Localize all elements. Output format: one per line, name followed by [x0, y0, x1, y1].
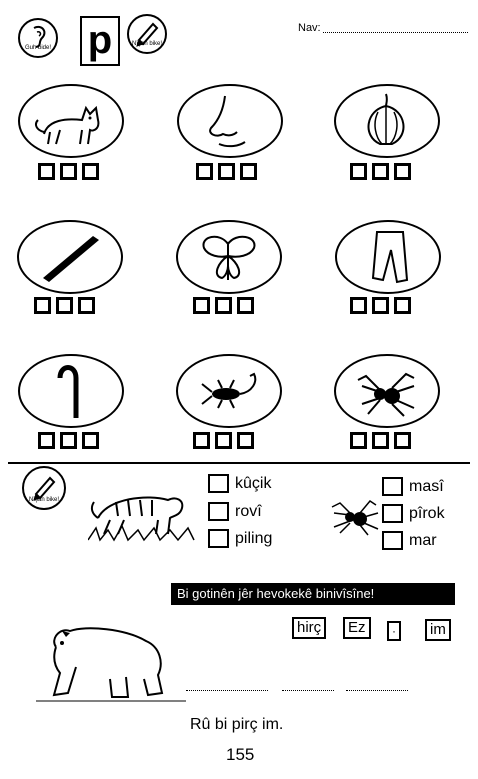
small-spider-icon [328, 497, 380, 537]
option-label: rovî [235, 502, 262, 520]
option-tiger-2[interactable] [208, 502, 262, 521]
page-number: 155 [226, 745, 255, 764]
answer-line-2[interactable] [282, 690, 334, 691]
answer-boxes-cane[interactable] [38, 432, 99, 449]
option-label: piling [235, 529, 273, 547]
word-tile-4: im [425, 619, 451, 641]
option-checkbox[interactable] [382, 504, 403, 523]
instruction-banner: Bi gotinên jêr hevokekê binivîsîne! [171, 583, 455, 605]
name-field[interactable] [323, 32, 468, 33]
answer-line-3[interactable] [346, 690, 408, 691]
option-label: kûçik [235, 474, 272, 492]
nose-icon [179, 86, 281, 156]
option-checkbox[interactable] [208, 474, 229, 493]
option-label: mar [409, 531, 437, 549]
picture-scorpion [176, 354, 282, 428]
word-tile-2: Ez [343, 617, 371, 639]
listen-icon: Guh bide! [18, 18, 58, 58]
cane-icon [20, 356, 122, 426]
mark-icon: Nîşan bike! [127, 14, 167, 54]
picture-onion [334, 84, 440, 158]
example-sentence: Rû bi pirç im. [190, 716, 284, 733]
answer-boxes-pen[interactable] [34, 297, 95, 314]
option-spider-3[interactable] [382, 531, 437, 550]
answer-boxes-nose[interactable] [196, 163, 257, 180]
answer-boxes-spider[interactable] [350, 432, 411, 449]
answer-line-1[interactable] [186, 690, 268, 691]
cat-icon [20, 86, 122, 156]
answer-boxes-scorpion[interactable] [193, 432, 254, 449]
answer-boxes-butterfly[interactable] [193, 297, 254, 314]
name-label: Nav: [298, 22, 321, 34]
trousers-icon [337, 222, 439, 292]
bear-icon [36, 617, 196, 707]
word-tile-1: hirç [292, 617, 326, 639]
option-checkbox[interactable] [208, 529, 229, 548]
option-checkbox[interactable] [382, 477, 403, 496]
picture-butterfly [176, 220, 282, 294]
target-letter: p [80, 16, 120, 66]
option-label: masî [409, 477, 444, 495]
option-checkbox[interactable] [208, 502, 229, 521]
tiger-icon [88, 478, 198, 548]
picture-trousers [335, 220, 441, 294]
option-spider-2[interactable] [382, 504, 445, 523]
spider-icon [336, 356, 438, 426]
picture-cane [18, 354, 124, 428]
section-divider [8, 462, 470, 464]
option-checkbox[interactable] [382, 531, 403, 550]
answer-boxes-cat[interactable] [38, 163, 99, 180]
word-tile-3: · [387, 621, 401, 641]
option-spider-1[interactable] [382, 477, 444, 496]
answer-boxes-trousers[interactable] [350, 297, 411, 314]
picture-spider [334, 354, 440, 428]
answer-boxes-onion[interactable] [350, 163, 411, 180]
option-label: pîrok [409, 504, 445, 522]
picture-nose [177, 84, 283, 158]
onion-icon [336, 86, 438, 156]
pen-icon [19, 222, 121, 292]
option-tiger-1[interactable] [208, 474, 271, 493]
mark-icon-2: Nîşan bike! [22, 466, 66, 510]
scorpion-icon [178, 356, 280, 426]
picture-pen [17, 220, 123, 294]
butterfly-icon [178, 222, 280, 292]
picture-cat [18, 84, 124, 158]
option-tiger-3[interactable] [208, 529, 272, 548]
